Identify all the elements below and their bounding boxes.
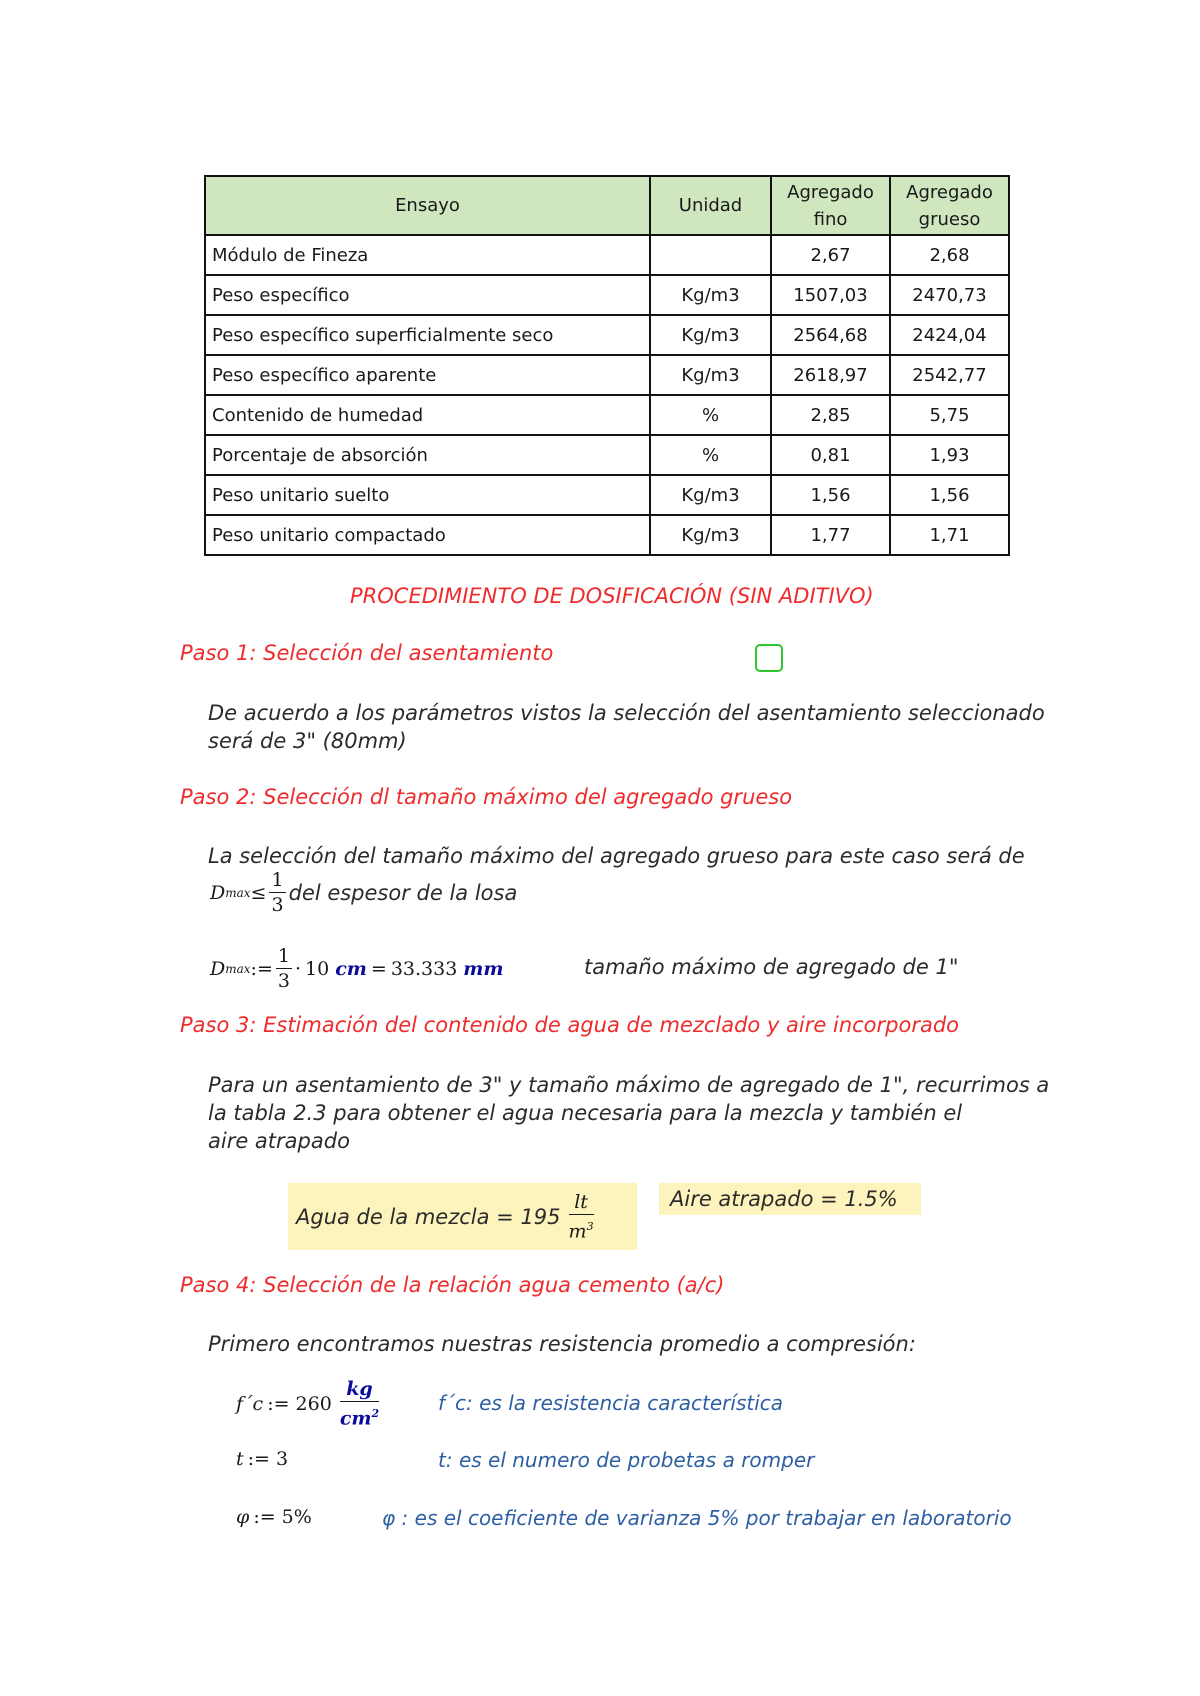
step4-text: Primero encontramos nuestras resistencia promedio a compresión: — [208, 1332, 916, 1356]
cell-unidad: Kg/m3 — [650, 515, 771, 555]
step1-text-line1: De acuerdo a los parámetros vistos la selección del asentamiento seleccionado — [208, 701, 1045, 725]
table-header-row — [205, 176, 1009, 235]
cell-grueso: 2,68 — [890, 235, 1009, 275]
table-row — [205, 515, 1009, 555]
cell-fino: 2564,68 — [771, 315, 890, 355]
mult-operator: · — [294, 957, 302, 980]
step3-text-line2: la tabla 2.3 para obtener el agua necesaria para la mezcla y también el — [208, 1101, 963, 1125]
cell-fino: 1507,03 — [771, 275, 890, 315]
fraction-denominator: 3 — [277, 970, 290, 992]
table-row — [205, 315, 1009, 355]
fc-unit-exponent: 2 — [371, 1407, 380, 1421]
cell-ensayo: Peso unitario suelto — [205, 475, 650, 515]
step2-text: La selección del tamaño máximo del agregado grueso para este caso será de — [208, 844, 1025, 868]
one-third-fraction — [269, 868, 285, 917]
header-unidad: Unidad — [650, 176, 771, 235]
cell-unidad: Kg/m3 — [650, 275, 771, 315]
cell-ensayo: Contenido de humedad — [205, 395, 650, 435]
step1-heading: Paso 1: Selección del asentamiento — [180, 641, 554, 665]
dmax-note: tamaño máximo de agregado de 1" — [584, 955, 959, 979]
cell-unidad: % — [650, 395, 771, 435]
cell-fino: 1,77 — [771, 515, 890, 555]
cell-grueso: 2542,77 — [890, 355, 1009, 395]
fc-unit-base: cm — [339, 1407, 372, 1430]
le-operator: ≤ — [250, 881, 267, 904]
fc-symbol: f´c — [236, 1393, 264, 1415]
cell-ensayo: Porcentaje de absorción — [205, 435, 650, 475]
table-row — [205, 435, 1009, 475]
dmax-result: 33.333 — [390, 957, 458, 980]
t-description: t: es el numero de probetas a romper — [438, 1448, 815, 1472]
step1-text-line2: será de 3" (80mm) — [208, 729, 407, 753]
table-row — [205, 275, 1009, 315]
cell-grueso: 1,93 — [890, 435, 1009, 475]
dmax-subscript: max — [225, 885, 251, 900]
air-label: Aire atrapado = 1.5% — [670, 1187, 898, 1211]
step1-checkbox[interactable] — [755, 644, 783, 672]
table-row — [205, 395, 1009, 435]
equals-operator: = — [370, 957, 387, 980]
cell-unidad: % — [650, 435, 771, 475]
aggregate-test-table — [204, 175, 1010, 556]
cell-unidad: Kg/m3 — [650, 315, 771, 355]
dmax-calc-formula — [210, 944, 504, 993]
dmax-symbol: D — [210, 881, 226, 904]
fraction-numerator: 1 — [277, 945, 290, 967]
unit-mm: mm — [463, 957, 504, 980]
cell-ensayo: Módulo de Fineza — [205, 235, 650, 275]
unit-cm: cm — [335, 957, 367, 980]
header-agregado-fino: Agregado fino — [771, 176, 890, 235]
cell-ensayo: Peso específico superficialmente seco — [205, 315, 650, 355]
fc-unit-numerator: kg — [340, 1377, 379, 1402]
t-assign: := 3 — [247, 1448, 289, 1470]
fc-unit-denominator — [340, 1402, 379, 1430]
cell-grueso: 2424,04 — [890, 315, 1009, 355]
cell-fino: 2,67 — [771, 235, 890, 275]
water-unit-denominator — [569, 1215, 594, 1243]
header-agregado-grueso: Agregado grueso — [890, 176, 1009, 235]
procedure-title: PROCEDIMIENTO DE DOSIFICACIÓN (SIN ADITIVO) — [350, 584, 874, 608]
fc-assign: := 260 — [267, 1393, 332, 1415]
phi-description: φ : es el coeficiente de varianza 5% por trabajar en laboratorio — [382, 1506, 1012, 1530]
water-formula — [296, 1186, 597, 1248]
cell-unidad: Kg/m3 — [650, 355, 771, 395]
phi-assign: := 5% — [253, 1506, 312, 1528]
dmax-subscript: max — [225, 961, 251, 976]
water-label: Agua de la mezcla = 195 — [296, 1205, 561, 1229]
cell-unidad — [650, 235, 771, 275]
water-unit-base: m — [568, 1220, 587, 1243]
table-row — [205, 235, 1009, 275]
phi-symbol: φ — [236, 1506, 250, 1528]
cell-grueso: 2470,73 — [890, 275, 1009, 315]
fc-formula — [236, 1373, 382, 1435]
cell-grueso: 5,75 — [890, 395, 1009, 435]
step3-heading: Paso 3: Estimación del contenido de agua de mezclado y aire incorporado — [180, 1013, 960, 1037]
fraction-numerator: 1 — [271, 869, 284, 891]
water-unit-fraction — [569, 1190, 594, 1243]
cell-fino: 2,85 — [771, 395, 890, 435]
cell-fino: 2618,97 — [771, 355, 890, 395]
fc-description: f´c: es la resistencia característica — [438, 1391, 784, 1415]
water-unit-numerator: lt — [569, 1190, 594, 1215]
cell-unidad: Kg/m3 — [650, 475, 771, 515]
cell-ensayo: Peso unitario compactado — [205, 515, 650, 555]
step2-heading: Paso 2: Selección dl tamaño máximo del agregado grueso — [180, 785, 793, 809]
phi-formula — [236, 1506, 312, 1528]
header-ensayo: Ensayo — [205, 176, 650, 235]
rule-text: del espesor de la losa — [288, 880, 518, 905]
dmax-symbol: D — [210, 957, 226, 980]
t-symbol: t — [236, 1448, 244, 1470]
t-formula — [236, 1448, 288, 1470]
cell-grueso: 1,71 — [890, 515, 1009, 555]
fc-unit-fraction — [340, 1377, 379, 1430]
fraction-denominator: 3 — [271, 894, 284, 916]
table-row — [205, 475, 1009, 515]
cell-ensayo: Peso específico aparente — [205, 355, 650, 395]
one-third-fraction — [276, 944, 292, 993]
step3-text-line3: aire atrapado — [208, 1129, 350, 1153]
step3-text-line1: Para un asentamiento de 3" y tamaño máximo de agregado de 1", recurrimos a — [208, 1073, 1050, 1097]
table-row — [205, 355, 1009, 395]
assign-operator: := — [250, 957, 273, 980]
cell-grueso: 1,56 — [890, 475, 1009, 515]
thickness-value: 10 — [305, 957, 330, 980]
cell-fino: 1,56 — [771, 475, 890, 515]
cell-fino: 0,81 — [771, 435, 890, 475]
step4-heading: Paso 4: Selección de la relación agua cemento (a/c) — [180, 1273, 725, 1297]
dmax-rule-formula — [210, 868, 517, 917]
water-unit-exponent: 3 — [586, 1220, 594, 1234]
cell-ensayo: Peso específico — [205, 275, 650, 315]
